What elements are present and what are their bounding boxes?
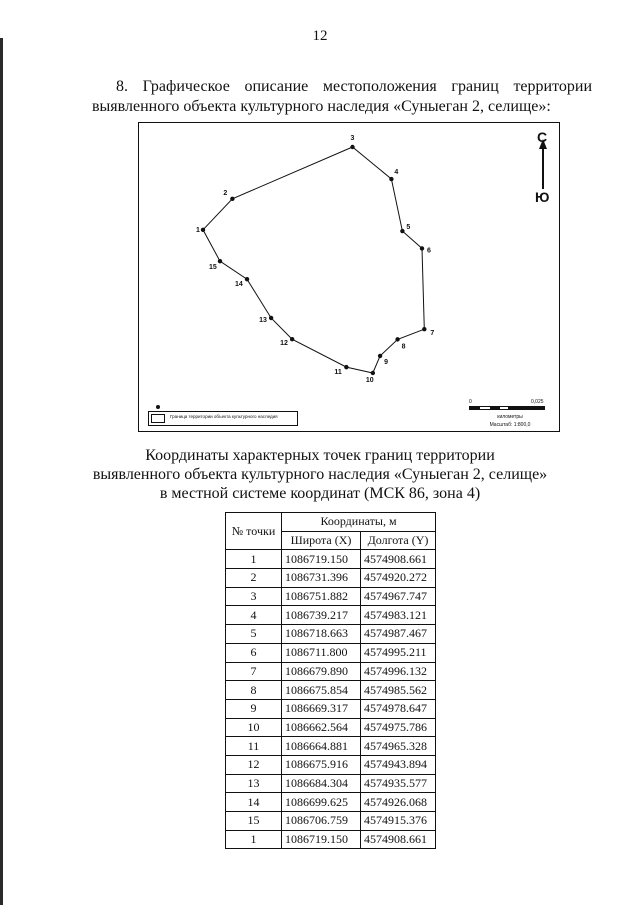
table-row <box>226 793 436 812</box>
boundary-point-label: 1 <box>196 226 200 234</box>
cell-point-number: 1 <box>226 830 282 849</box>
coordinates-table <box>225 512 436 849</box>
cell-latitude-x: 1086662.564 <box>282 718 361 737</box>
boundary-point <box>269 316 273 320</box>
scale-bar <box>469 406 545 410</box>
cell-longitude-y: 4574965.328 <box>361 737 436 756</box>
boundary-point <box>218 259 222 263</box>
table-row <box>226 755 436 774</box>
cell-latitude-x: 1086669.317 <box>282 699 361 718</box>
cell-point-number: 5 <box>226 625 282 644</box>
table-row <box>226 774 436 793</box>
boundary-point-label: 11 <box>334 369 342 377</box>
scale-bar-segment <box>470 407 480 409</box>
cell-longitude-y: 4574908.661 <box>361 550 436 569</box>
boundary-point-label: 7 <box>430 330 435 338</box>
boundary-point <box>290 337 294 341</box>
table-row <box>226 718 436 737</box>
legend-swatch <box>151 414 165 423</box>
boundary-point <box>371 371 375 375</box>
page-number: 12 <box>312 28 328 44</box>
scale-units-label: километры <box>497 414 523 420</box>
cell-point-number: 10 <box>226 718 282 737</box>
coordinates-title-line-3: в местной системе координат (МСК 86, зона 4) <box>159 485 481 502</box>
cell-point-number: 7 <box>226 662 282 681</box>
cell-latitude-x: 1086719.150 <box>282 550 361 569</box>
table-row <box>226 699 436 718</box>
boundary-points <box>196 135 434 384</box>
cell-longitude-y: 4574920.272 <box>361 569 436 588</box>
cell-latitude-x: 1086675.854 <box>282 681 361 700</box>
boundary-point <box>395 337 399 341</box>
boundary-point-label: 5 <box>406 224 411 232</box>
cell-latitude-x: 1086664.881 <box>282 737 361 756</box>
cell-longitude-y: 4574983.121 <box>361 606 436 625</box>
cell-longitude-y: 4574975.786 <box>361 718 436 737</box>
boundary-point-label: 6 <box>426 247 431 255</box>
header-coordinates: Координаты, м <box>282 513 436 532</box>
boundary-point-label: 13 <box>259 316 267 324</box>
boundary-point <box>378 354 382 358</box>
cell-latitude-x: 1086675.916 <box>282 755 361 774</box>
table-row <box>226 830 436 849</box>
scale-bar-block <box>465 399 555 429</box>
boundary-map-drawing <box>139 123 561 433</box>
header-longitude-y: Долгота (Y) <box>361 531 436 550</box>
cell-point-number: 15 <box>226 812 282 831</box>
coordinates-title <box>0 446 640 503</box>
cell-point-number: 9 <box>226 699 282 718</box>
boundary-point-label: 9 <box>384 358 388 366</box>
table-row <box>226 681 436 700</box>
table-row <box>226 812 436 831</box>
table-row <box>226 625 436 644</box>
boundary-point <box>350 145 354 149</box>
cell-point-number: 4 <box>226 606 282 625</box>
boundary-point <box>344 365 348 369</box>
cell-latitude-x: 1086684.304 <box>282 774 361 793</box>
cell-point-number: 11 <box>226 737 282 756</box>
cell-point-number: 6 <box>226 643 282 662</box>
table-row <box>226 643 436 662</box>
table-row <box>226 587 436 606</box>
cell-latitude-x: 1086719.150 <box>282 830 361 849</box>
map-legend <box>148 411 298 426</box>
boundary-map <box>138 122 560 432</box>
cell-longitude-y: 4574908.661 <box>361 830 436 849</box>
scale-ratio-label: Масштаб: 1:800,0 <box>489 422 531 428</box>
north-arrow-icon <box>539 139 547 189</box>
cell-latitude-x: 1086739.217 <box>282 606 361 625</box>
boundary-point-label: 10 <box>365 377 374 384</box>
cell-point-number: 12 <box>226 755 282 774</box>
north-label: С <box>537 129 548 145</box>
table-row <box>226 737 436 756</box>
cell-longitude-y: 4574978.647 <box>361 699 436 718</box>
boundary-point-label: 4 <box>394 169 399 177</box>
legend-text: Граница территории объекта культурного наследия <box>170 414 278 419</box>
cell-longitude-y: 4574926.068 <box>361 793 436 812</box>
boundary-point-label: 8 <box>401 343 406 351</box>
table-row <box>226 606 436 625</box>
boundary-point <box>420 246 424 250</box>
cell-longitude-y: 4574987.467 <box>361 625 436 644</box>
cell-point-number: 1 <box>226 550 282 569</box>
south-label: Ю <box>535 189 550 205</box>
cell-longitude-y: 4574967.747 <box>361 587 436 606</box>
section-heading <box>92 77 592 117</box>
scale-zero-label: 0 <box>469 399 472 405</box>
boundary-point-label: 15 <box>208 264 217 272</box>
cell-point-number: 8 <box>226 681 282 700</box>
boundary-point <box>389 177 393 181</box>
cell-point-number: 2 <box>226 569 282 588</box>
table-row <box>226 662 436 681</box>
scale-max-label: 0,025 <box>531 399 544 405</box>
boundary-point <box>201 228 205 232</box>
boundary-point-label: 2 <box>223 189 228 197</box>
boundary-point-label: 14 <box>235 281 243 289</box>
cell-longitude-y: 4574985.562 <box>361 681 436 700</box>
cell-latitude-x: 1086718.663 <box>282 625 361 644</box>
cell-latitude-x: 1086699.625 <box>282 793 361 812</box>
header-latitude-x: Широта (X) <box>282 531 361 550</box>
cell-longitude-y: 4574995.211 <box>361 643 436 662</box>
scale-bar-segment <box>508 407 544 409</box>
cell-latitude-x: 1086731.396 <box>282 569 361 588</box>
cell-longitude-y: 4574943.894 <box>361 755 436 774</box>
boundary-point-label: 12 <box>280 340 288 348</box>
boundary-point <box>422 327 426 331</box>
table-body <box>226 550 436 849</box>
header-point-number: № точки <box>226 513 282 550</box>
scale-bar-segment <box>490 407 500 409</box>
cell-point-number: 3 <box>226 587 282 606</box>
boundary-point-label: 3 <box>350 135 355 142</box>
cell-point-number: 13 <box>226 774 282 793</box>
cell-latitude-x: 1086751.882 <box>282 587 361 606</box>
table-row <box>226 569 436 588</box>
table-header-row <box>226 513 436 532</box>
cell-latitude-x: 1086711.800 <box>282 643 361 662</box>
boundary-point <box>245 277 249 281</box>
cell-longitude-y: 4574935.577 <box>361 774 436 793</box>
legend-point-icon <box>156 405 160 409</box>
section-heading-line-1: 8. Графическое описание местоположения границ территории <box>116 78 592 95</box>
boundary-point <box>400 229 404 233</box>
cell-longitude-y: 4574996.132 <box>361 662 436 681</box>
coordinates-title-line-2: выявленного объекта культурного наследия «Суныеган 2, селище» <box>92 466 548 483</box>
coordinates-title-line-1: Координаты характерных точек границ территории <box>145 447 495 464</box>
table-row <box>226 550 436 569</box>
boundary-point <box>230 197 234 201</box>
cell-point-number: 14 <box>226 793 282 812</box>
section-heading-line-2: выявленного объекта культурного наследия «Суныеган 2, селище»: <box>92 98 551 115</box>
cell-latitude-x: 1086679.890 <box>282 662 361 681</box>
cell-latitude-x: 1086706.759 <box>282 812 361 831</box>
cell-longitude-y: 4574915.376 <box>361 812 436 831</box>
